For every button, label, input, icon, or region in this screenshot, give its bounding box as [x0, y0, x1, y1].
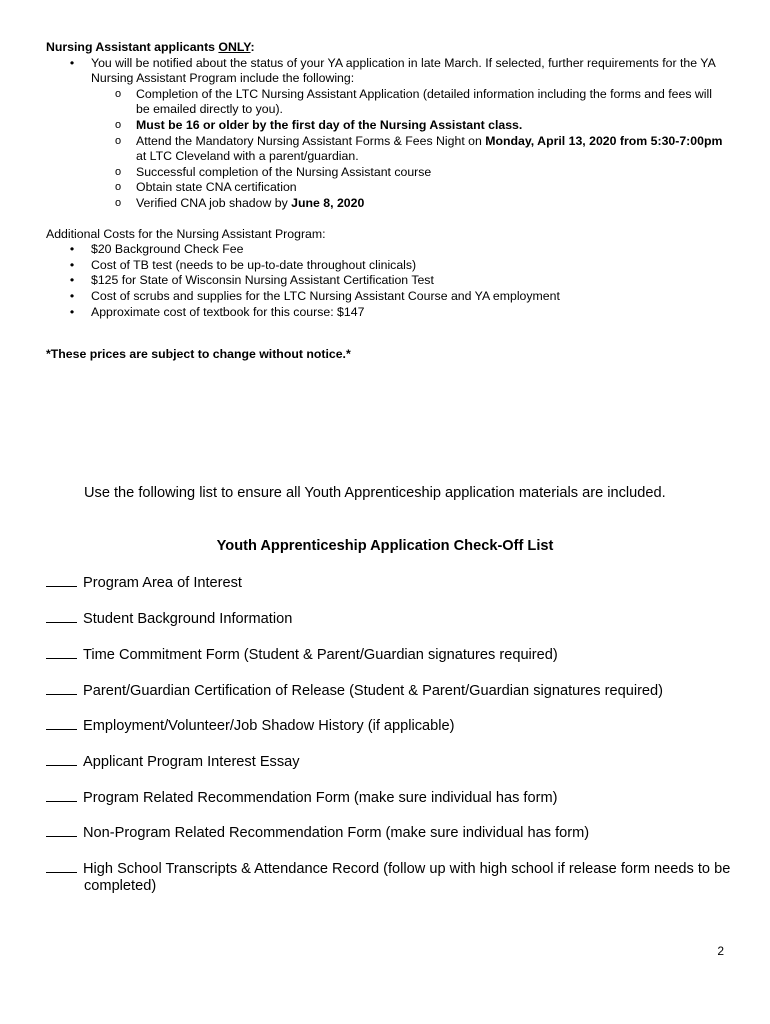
check-blank[interactable] [46, 646, 77, 659]
circle-bullet-icon: o [114, 87, 122, 100]
costs-heading: Additional Costs for the Nursing Assistant Program: [46, 226, 326, 241]
check-blank[interactable] [46, 682, 77, 695]
costs-list [46, 242, 726, 320]
check-blank[interactable] [46, 789, 77, 802]
check-blank[interactable] [46, 717, 77, 730]
nursing-heading: Nursing Assistant applicants ONLY: [46, 40, 255, 54]
list-item: • Approximate cost of textbook for this course: $147 [46, 305, 726, 321]
page-number: 2 [717, 944, 724, 958]
checklist-item: Student Background Information [46, 610, 736, 628]
price-note: *These prices are subject to change without notice.* [46, 347, 351, 362]
check-blank[interactable] [46, 824, 77, 837]
list-item: o Must be 16 or older by the first day of the Nursing Assistant class. [46, 118, 726, 134]
list-item: • Cost of TB test (needs to be up-to-date throughout clinicals) [46, 258, 726, 274]
list-item: • $20 Background Check Fee [46, 242, 726, 258]
checklist-item: High School Transcripts & Attendance Record (follow up with high school if release form needs to be completed) [46, 860, 736, 895]
nursing-section [46, 40, 726, 363]
only-emphasis: ONLY [218, 40, 251, 54]
checklist-item: Employment/Volunteer/Job Shadow History (if applicable) [46, 717, 736, 735]
checklist-item: Program Area of Interest [46, 574, 736, 592]
list-item: • Cost of scrubs and supplies for the LTC Nursing Assistant Course and YA employment [46, 289, 726, 305]
bullet-icon: • [69, 242, 75, 257]
checklist-item: Applicant Program Interest Essay [46, 753, 736, 771]
circle-bullet-icon: o [114, 118, 122, 131]
list-item: o Successful completion of the Nursing Assistant course [46, 165, 726, 181]
list-item: o Obtain state CNA certification [46, 180, 726, 196]
bullet-icon: • [69, 55, 75, 70]
circle-bullet-icon: o [114, 165, 122, 178]
requirements-list [91, 87, 726, 212]
list-item: • You will be notified about the status of your YA application in late March. If selected, further requirements for the YA Nursing Assistant Program include the following: o Completion of the LTC Nursing Assistant Application (detailed information including the forms and fees will be emailed directly to you). o Must be 16 or older by the first day of the Nursing Assistant class. o Attend the Mandatory Nursing Assistant Forms & Fees Night on Monday, April 13, 2020 from 5:30-7:00pm at LTC Cleveland with a parent/guardian. o Successful completion of the Nursing Assistant course o Obtain state CNA certification o Verified CNA job shadow by June 8, 2020 [46, 56, 726, 212]
circle-bullet-icon: o [114, 196, 122, 209]
checklist-item: Time Commitment Form (Student & Parent/Guardian signatures required) [46, 646, 736, 664]
bullet-icon: • [69, 257, 75, 272]
list-item: o Attend the Mandatory Nursing Assistant Forms & Fees Night on Monday, April 13, 2020 from 5:30-7:00pm at LTC Cleveland with a parent/guardian. [46, 134, 726, 165]
checklist-item: Non-Program Related Recommendation Form (make sure individual has form) [46, 824, 736, 842]
forms-night-date: Monday, April 13, 2020 from 5:30-7:00pm [485, 133, 723, 148]
nursing-bullets [46, 56, 726, 212]
circle-bullet-icon: o [114, 181, 122, 194]
check-blank[interactable] [46, 574, 77, 587]
bullet-icon: • [69, 288, 75, 303]
checklist-instructions: Use the following list to ensure all Youth Apprenticeship application materials are included. [84, 485, 666, 501]
circle-bullet-icon: o [114, 134, 122, 147]
checklist-item: Parent/Guardian Certification of Release (Student & Parent/Guardian signatures required) [46, 682, 736, 700]
checklist-item: Program Related Recommendation Form (make sure individual has form) [46, 789, 736, 807]
check-blank[interactable] [46, 753, 77, 766]
bullet-icon: • [69, 273, 75, 288]
list-item: • $125 for State of Wisconsin Nursing Assistant Certification Test [46, 273, 726, 289]
check-blank[interactable] [46, 610, 77, 623]
bullet-icon: • [69, 304, 75, 319]
check-blank[interactable] [46, 860, 77, 873]
job-shadow-date: June 8, 2020 [291, 195, 365, 210]
list-item: o Completion of the LTC Nursing Assistant Application (detailed information including the forms and fees will be emailed directly to you). [46, 87, 726, 118]
list-item: o Verified CNA job shadow by June 8, 2020 [46, 196, 726, 212]
checklist-title: Youth Apprenticeship Application Check-Off List [216, 538, 554, 554]
